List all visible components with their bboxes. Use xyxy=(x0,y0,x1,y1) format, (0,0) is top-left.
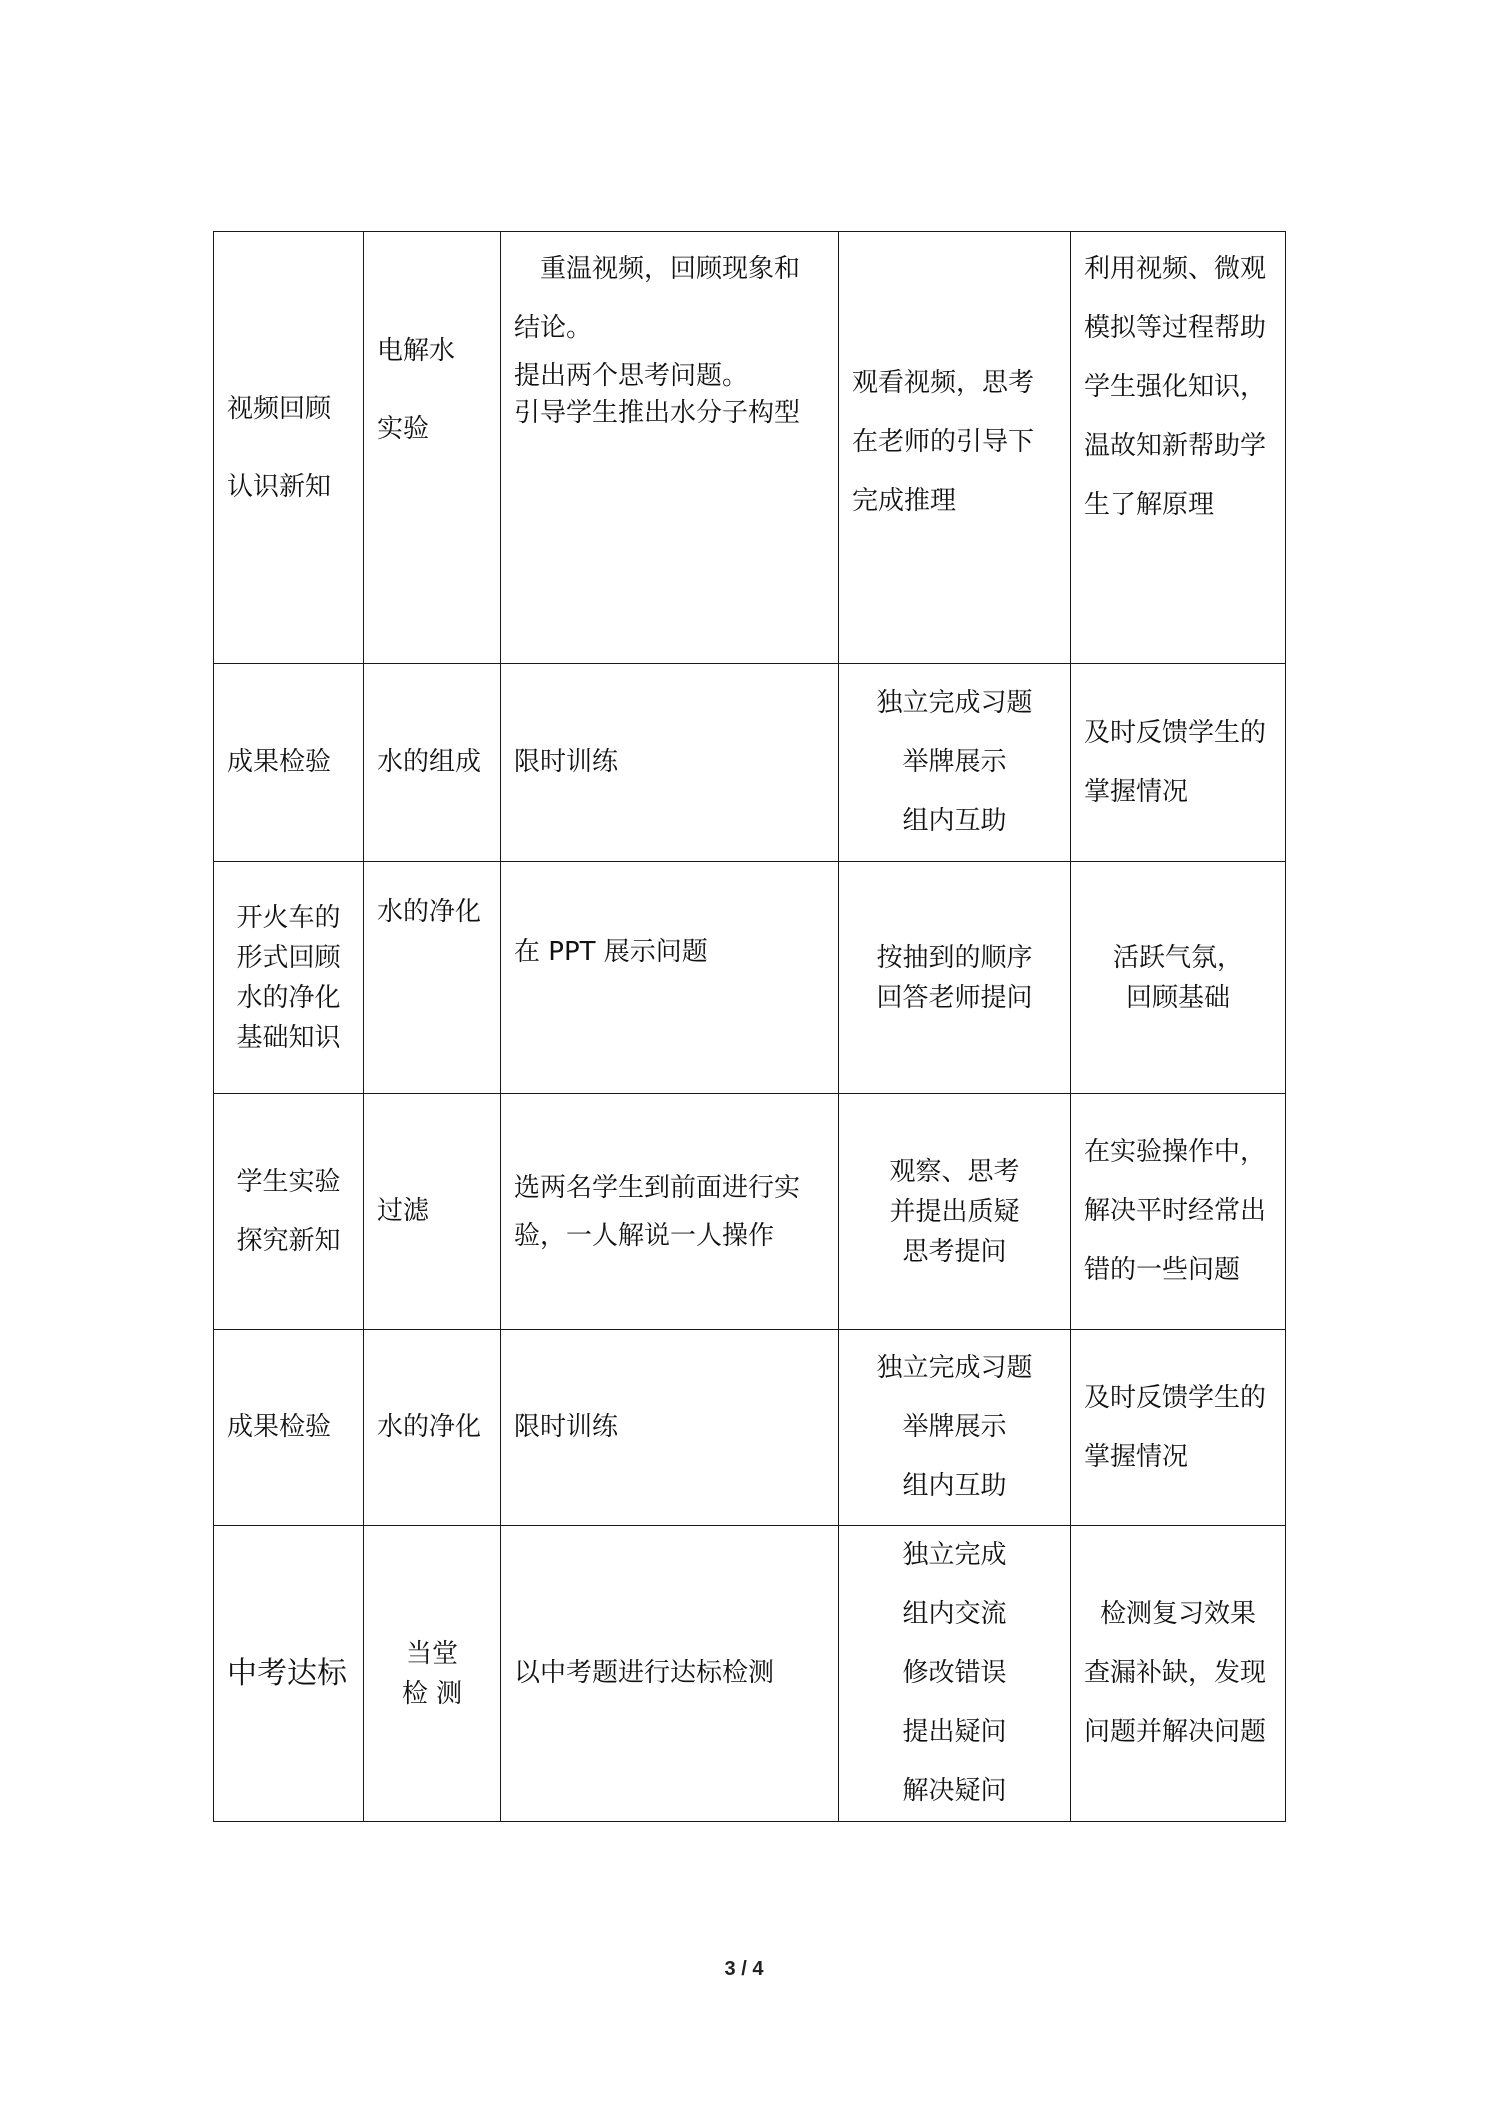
design-intent-cell xyxy=(1071,862,1286,1094)
cell-line: 基础知识 xyxy=(236,1022,341,1053)
cell-line: 回顾基础 xyxy=(1125,982,1230,1013)
content-cell xyxy=(364,1526,501,1822)
cell-line: 思考提问 xyxy=(902,1236,1007,1267)
content-cell xyxy=(364,862,501,1094)
content-cell xyxy=(364,1094,501,1330)
design-intent-cell xyxy=(1071,1094,1286,1330)
teacher-activity-cell xyxy=(501,1094,839,1330)
teacher-activity-cell xyxy=(501,1330,839,1526)
stage-cell xyxy=(214,1094,364,1330)
cell-line: 水的净化 xyxy=(377,1412,482,1442)
stage-cell xyxy=(214,664,364,862)
table-row xyxy=(214,862,1286,1094)
table-row xyxy=(214,1330,1286,1526)
cell-line: 水的净化 xyxy=(377,897,482,927)
cell-line: 提出两个思考问题。 xyxy=(514,361,749,391)
stage-cell xyxy=(214,862,364,1094)
cell-line: 按抽到的顺序 xyxy=(876,942,1033,973)
cell-line: 开火车的 xyxy=(236,902,341,933)
student-activity-cell xyxy=(839,1330,1071,1526)
cell-line: 及时反馈学生的掌握情况 xyxy=(1084,717,1267,807)
student-activity-cell xyxy=(839,862,1071,1094)
cell-line: 在实验操作中，解决平时经常出错的一些问题 xyxy=(1084,1137,1267,1285)
cell-line: 探究新知 xyxy=(236,1225,341,1256)
cell-line: 重温视频，回顾现象和结论。 xyxy=(514,254,801,343)
content-cell xyxy=(364,232,501,664)
cell-line: 修改错误 xyxy=(902,1658,1007,1688)
student-activity-cell xyxy=(839,232,1071,664)
student-activity-cell xyxy=(839,1094,1071,1330)
content-cell xyxy=(364,664,501,862)
lesson-plan-table xyxy=(213,231,1286,1822)
design-intent-cell xyxy=(1071,232,1286,664)
cell-line: 成果检验 xyxy=(227,747,332,777)
cell-line: 形式回顾 xyxy=(236,942,341,973)
stage-cell xyxy=(214,1526,364,1822)
cell-line: 以中考题进行达标检测 xyxy=(514,1658,775,1688)
cell-line: 并提出质疑 xyxy=(889,1196,1020,1227)
cell-line: 完成推理 xyxy=(852,486,957,516)
cell-line: 选两名学生到前面进行实验，一人解说一人操作 xyxy=(514,1172,801,1251)
teacher-activity-cell xyxy=(501,664,839,862)
cell-line: 举牌展示 xyxy=(902,747,1007,777)
student-activity-cell xyxy=(839,664,1071,862)
cell-line: 举牌展示 xyxy=(902,1412,1007,1442)
design-intent-cell xyxy=(1071,1330,1286,1526)
cell-line: 限时训练 xyxy=(514,747,619,777)
cell-line: 提出疑问 xyxy=(902,1717,1007,1747)
cell-line: 独立完成 xyxy=(902,1540,1007,1570)
table-row xyxy=(214,1094,1286,1330)
teacher-activity-cell xyxy=(501,232,839,664)
cell-line: 观察、思考 xyxy=(889,1156,1020,1187)
design-intent-cell xyxy=(1071,1526,1286,1822)
cell-line: 在 PPT 展示问题 xyxy=(514,937,708,967)
stage-cell xyxy=(214,1330,364,1526)
page-number: 3 / 4 xyxy=(724,1958,764,1980)
cell-line: 实验 xyxy=(377,414,430,444)
cell-line: 独立完成习题 xyxy=(876,1353,1033,1383)
cell-line: 成果检验 xyxy=(227,1412,332,1442)
cell-line: 水的净化 xyxy=(236,982,341,1013)
cell-line: 回答老师提问 xyxy=(876,982,1033,1013)
content-cell xyxy=(364,1330,501,1526)
cell-line: 及时反馈学生的掌握情况 xyxy=(1084,1382,1267,1472)
table-row xyxy=(214,664,1286,862)
cell-line: 组内互助 xyxy=(902,806,1007,836)
cell-line: 学生实验 xyxy=(236,1166,341,1197)
cell-line: 水的组成 xyxy=(377,747,482,777)
student-activity-cell xyxy=(839,1526,1071,1822)
table-row xyxy=(214,232,1286,664)
cell-line: 组内互助 xyxy=(902,1471,1007,1501)
cell-line: 查漏补缺，发现问题并解决问题 xyxy=(1084,1658,1267,1747)
cell-line: 引导学生推出水分子构型 xyxy=(514,398,801,428)
teacher-activity-cell xyxy=(501,862,839,1094)
table-row xyxy=(214,1526,1286,1822)
cell-line: 检测复习效果 xyxy=(1099,1599,1256,1629)
cell-line: 电解水 xyxy=(377,336,456,366)
cell-line: 观看视频，思考 xyxy=(852,368,1035,398)
cell-line: 独立完成习题 xyxy=(876,688,1033,718)
cell-line: 限时训练 xyxy=(514,1412,619,1442)
cell-line: 组内交流 xyxy=(902,1599,1007,1629)
cell-line: 过滤 xyxy=(377,1196,430,1226)
cell-line: 中考达标 xyxy=(227,1656,347,1691)
cell-line: 检 测 xyxy=(401,1678,463,1709)
cell-line: 在老师的引导下 xyxy=(852,427,1035,457)
cell-line: 认识新知 xyxy=(227,471,332,502)
cell-line: 解决疑问 xyxy=(902,1776,1007,1806)
cell-line: 当堂 xyxy=(405,1638,458,1669)
stage-cell xyxy=(214,232,364,664)
cell-line: 利用视频、微观模拟等过程帮助学生强化知识，温故知新帮助学生了解原理 xyxy=(1084,254,1267,520)
teacher-activity-cell xyxy=(501,1526,839,1822)
design-intent-cell xyxy=(1071,664,1286,862)
cell-line: 活跃气氛， xyxy=(1112,942,1243,973)
cell-line: 视频回顾 xyxy=(227,393,332,424)
